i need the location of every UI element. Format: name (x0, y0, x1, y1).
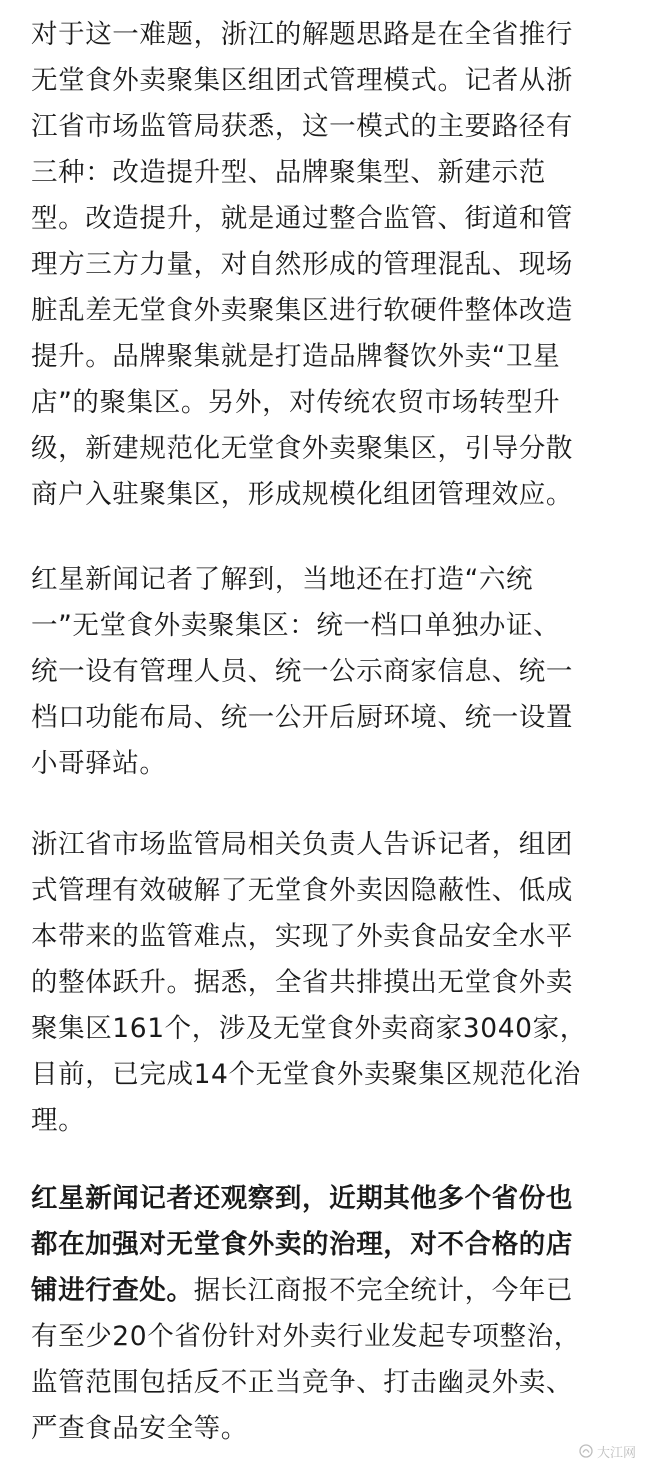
paragraph-2 (31, 557, 626, 787)
text-line: 对于这一难题，浙江的解题思路是在全省推行 (31, 19, 573, 50)
paragraph-3 (31, 822, 626, 1144)
text-line: 聚集区161个，涉及无堂食外卖商家3040家， (31, 1013, 587, 1044)
dajiang-logo-icon (579, 1444, 593, 1458)
text-line (31, 1222, 626, 1268)
text-line: 脏乱差无堂食外卖聚集区进行软硬件整体改造 (31, 295, 573, 326)
text-line: 本带来的监管难点，实现了外卖食品安全水平 (31, 921, 573, 952)
text-line: 统一设有管理人员、统一公示商家信息、统一 (31, 656, 573, 687)
text-line: 红星新闻记者了解到，当地还在打造“六统 (31, 564, 534, 595)
paragraph-4 (31, 1176, 626, 1452)
bold-text: 都在加强对无堂食外卖的治理，对不合格的店 (31, 1229, 573, 1260)
normal-text: 有至少20个省份针对外卖行业发起专项整治， (31, 1321, 581, 1352)
bold-text: 红星新闻记者还观察到，近期其他多个省份也 (31, 1183, 573, 1214)
text-line: 档口功能布局、统一公开后厨环境、统一设置 (31, 702, 573, 733)
text-line (31, 1268, 626, 1314)
text-line: 江省市场监管局获悉，这一模式的主要路径有 (31, 111, 573, 142)
text-line: 式管理有效破解了无堂食外卖因隐蔽性、低成 (31, 875, 573, 906)
normal-text: 严查食品安全等。 (31, 1413, 248, 1444)
text-line: 型。改造提升，就是通过整合监管、街道和管 (31, 203, 573, 234)
text-line (31, 1176, 626, 1222)
text-line (31, 1314, 626, 1360)
text-line: 的整体跃升。据悉，全省共排摸出无堂食外卖 (31, 967, 573, 998)
text-line: 提升。品牌聚集就是打造品牌餐饮外卖“卫星 (31, 341, 561, 372)
normal-text: 据长江商报不完全统计，今年已 (193, 1275, 574, 1306)
paragraph-1 (31, 12, 626, 518)
text-line: 浙江省市场监管局相关负责人告诉记者，组团 (31, 829, 573, 860)
text-line: 一”无堂食外卖聚集区：统一档口单独办证、 (31, 610, 561, 641)
text-line (31, 1406, 626, 1452)
watermark-text: 大江网 (596, 1445, 636, 1461)
text-line: 商户入驻聚集区，形成规模化组团管理效应。 (31, 479, 573, 510)
text-line: 三种：改造提升型、品牌聚集型、新建示范 (31, 157, 546, 188)
text-line: 理方三方力量，对自然形成的管理混乱、现场 (31, 249, 573, 280)
normal-text: 监管范围包括反不正当竞争、打击幽灵外卖、 (31, 1367, 573, 1398)
text-line: 无堂食外卖聚集区组团式管理模式。记者从浙 (31, 65, 573, 96)
bold-text: 铺进行查处。 (31, 1275, 194, 1306)
text-line (31, 1360, 626, 1406)
text-line: 店”的聚集区。另外，对传统农贸市场转型升 (31, 387, 561, 418)
text-line: 目前，已完成14个无堂食外卖聚集区规范化治 (31, 1059, 581, 1090)
text-line: 小哥驿站。 (31, 748, 167, 779)
text-line: 级，新建规范化无堂食外卖聚集区，引导分散 (31, 433, 573, 464)
watermark (579, 1439, 636, 1463)
text-line: 理。 (31, 1105, 86, 1136)
